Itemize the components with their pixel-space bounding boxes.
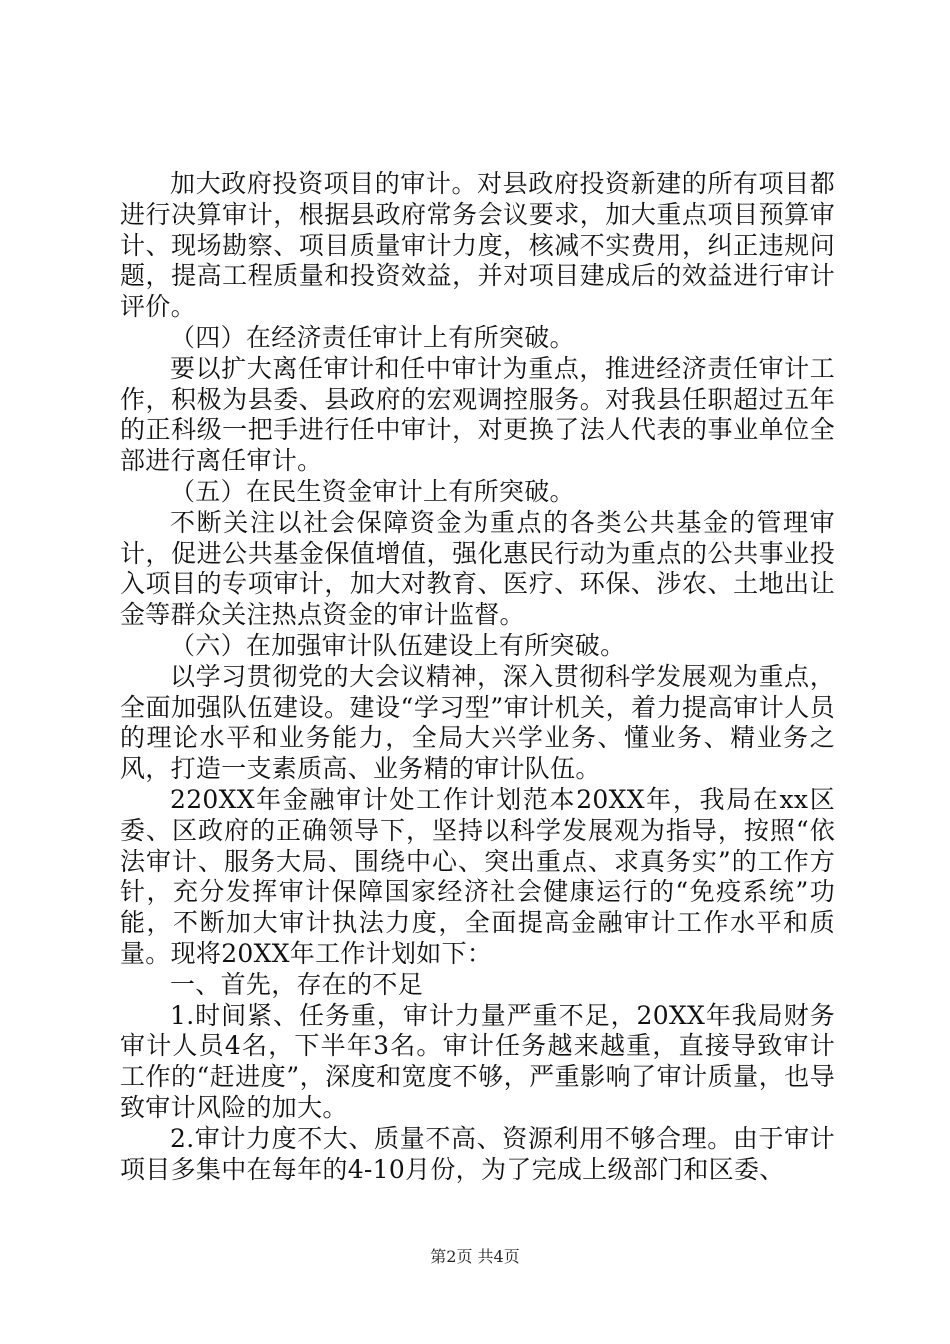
paragraph: 2.审计力度不大、质量不高、资源利用不够合理。由于审计项目多集中在每年的4-10月份，为了完成上级部门和区委、 bbox=[120, 1123, 835, 1184]
paragraph: 1.时间紧、任务重，审计力量严重不足，20XX年我局财务审计人员4名，下半年3名。审计任务越来越重，直接导致审计工作的“赶进度”，深度和宽度不够，严重影响了审计质量，也导致审计风险的加大。 bbox=[120, 1000, 835, 1122]
section-heading: （四）在经济责任审计上有所突破。 bbox=[170, 322, 575, 352]
paragraph: 220XX年金融审计处工作计划范本20XX年，我局在xx区委、区政府的正确领导下，坚持以科学发展观为指导，按照“依法审计、服务大局、围绕中心、突出重点、求真务实”的工作方针，充分发挥审计保障国家经济社会健康运行的“免疫系统”功能，不断加大审计执法力度，全面提高金融审计工作水平和质量。现将20XX年工作计划如下： bbox=[120, 784, 835, 968]
section-heading: （六）在加强审计队伍建设上有所突破。 bbox=[170, 630, 626, 660]
paragraph: 不断关注以社会保障资金为重点的各类公共基金的管理审计，促进公共基金保值增值，强化惠民行动为重点的公共事业投入项目的专项审计，加大对教育、医疗、环保、涉农、土地出让金等群众关注热点资金的审计监督。 bbox=[120, 507, 835, 630]
page-number-footer: 第2页 共4页 bbox=[430, 1247, 520, 1266]
section-heading: 一、首先，存在的不足 bbox=[170, 969, 424, 999]
paragraph: 以学习贯彻党的大会议精神，深入贯彻科学发展观为重点，全面加强队伍建设。建设“学习型”审计机关，着力提高审计人员的理论水平和业务能力，全局大兴学业务、懂业务、精业务之风，打造一支素质高、业务精的审计队伍。 bbox=[120, 661, 835, 784]
section-heading: （五）在民生资金审计上有所突破。 bbox=[170, 476, 575, 506]
paragraph: 加大政府投资项目的审计。对县政府投资新建的所有项目都进行决算审计，根据县政府常务会议要求，加大重点项目预算审计、现场勘察、项目质量审计力度，核减不实费用，纠正违规问题，提高工程质量和投资效益，并对项目建成后的效益进行审计评价。 bbox=[120, 169, 835, 322]
document-body bbox=[120, 169, 835, 1185]
paragraph: 要以扩大离任审计和任中审计为重点，推进经济责任审计工作，积极为县委、县政府的宏观调控服务。对我县任职超过五年的正科级一把手进行任中审计，对更换了法人代表的事业单位全部进行离任审计。 bbox=[120, 353, 835, 476]
